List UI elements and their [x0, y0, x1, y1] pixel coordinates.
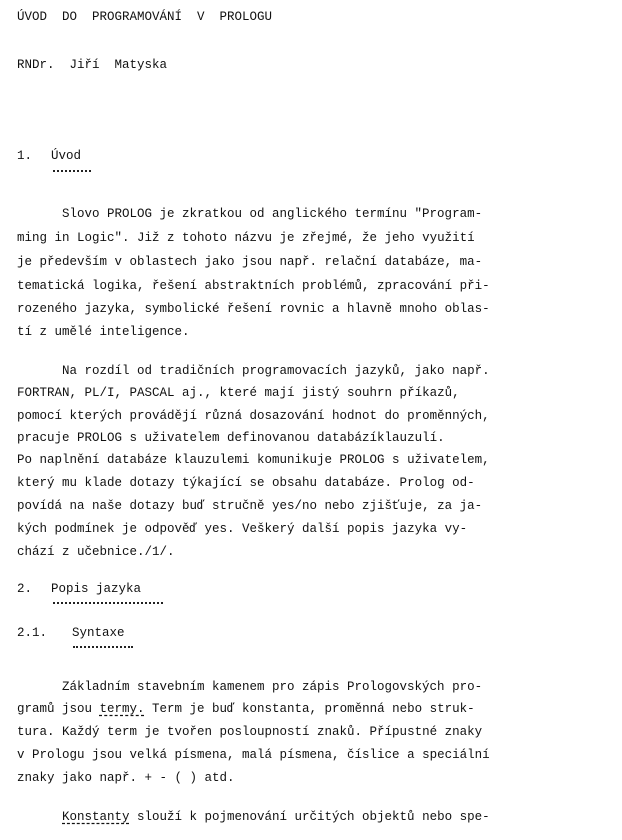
para2-line-4: pracuje PROLOG s uživatelem definovanou databázíklauzulí. — [17, 431, 445, 445]
section-1-number: 1. — [17, 149, 33, 163]
para4-line-1-rest: slouží k pojmenování určitých objektů nebo spe- — [129, 810, 490, 824]
author-line: RNDr. Jiří Matyska — [17, 58, 168, 72]
para1-line-5: rozeného jazyka, symbolické řešení rovnic a hlavně mnoho oblas- — [17, 302, 490, 316]
para2-line-2: FORTRAN, PL/I, PASCAL aj., které mají jistý souhrn příkazů, — [17, 386, 460, 400]
para2-line-5: Po naplnění databáze klauzulemi komunikuje PROLOG s uživatelem, — [17, 453, 490, 467]
para3-line-5: znaky jako např. + - ( ) atd. — [17, 771, 235, 785]
section-2-1-number: 2.1. — [17, 626, 48, 640]
para1-line-1: Slovo PROLOG je zkratkou od anglického termínu "Program- — [62, 207, 483, 221]
para1-line-3: je především v oblastech jako jsou např. relační databáze, ma- — [17, 255, 483, 269]
para1-line-6: tí z umělé inteligence. — [17, 325, 190, 339]
para4-line-1 — [62, 808, 490, 826]
section-2-number: 2. — [17, 582, 33, 596]
section-1-title: Úvod — [51, 149, 82, 163]
para3-line-2-post: Term je buď konstanta, proměnná nebo struk- — [144, 702, 475, 716]
section-1-underline — [53, 170, 91, 172]
para3-line-3: tura. Každý term je tvořen posloupností znaků. Přípustné znaky — [17, 725, 483, 739]
para2-line-6: který mu klade dotazy týkající se obsahu databáze. Prolog od- — [17, 476, 475, 490]
para3-line-4: v Prologu jsou velká písmena, malá písmena, číslice a speciální — [17, 748, 490, 762]
para1-line-4: tematická logika, řešení abstraktních problémů, zpracování při- — [17, 279, 490, 293]
para2-line-7: povídá na naše dotazy buď stručně yes/no nebo zjišťuje, za ja- — [17, 499, 483, 513]
term-termy: termy. — [99, 702, 145, 716]
document-title: ÚVOD DO PROGRAMOVÁNÍ V PROLOGU — [17, 10, 273, 24]
para2-line-8: kých podmínek je odpověď yes. Veškerý další popis jazyka vy- — [17, 522, 468, 536]
section-2-1-underline — [73, 646, 133, 648]
section-2-underline — [53, 602, 163, 604]
para1-line-2: ming in Logic". Již z tohoto názvu je zřejmé, že jeho využití — [17, 231, 475, 245]
para2-line-3: pomocí kterých provádějí různá dosazování hodnot do proměnných, — [17, 409, 490, 423]
para3-line-1: Základním stavebním kamenem pro zápis Prologovských pro- — [62, 680, 483, 694]
para3-line-2 — [17, 700, 475, 718]
section-2-title: Popis jazyka — [51, 582, 142, 596]
term-konstanty: Konstanty — [62, 810, 130, 824]
para3-line-2-pre: gramů jsou — [17, 702, 100, 716]
section-2-1-title: Syntaxe — [72, 626, 125, 640]
para2-line-9: chází z učebnice./1/. — [17, 545, 175, 559]
para2-line-1: Na rozdíl od tradičních programovacích jazyků, jako např. — [62, 364, 490, 378]
